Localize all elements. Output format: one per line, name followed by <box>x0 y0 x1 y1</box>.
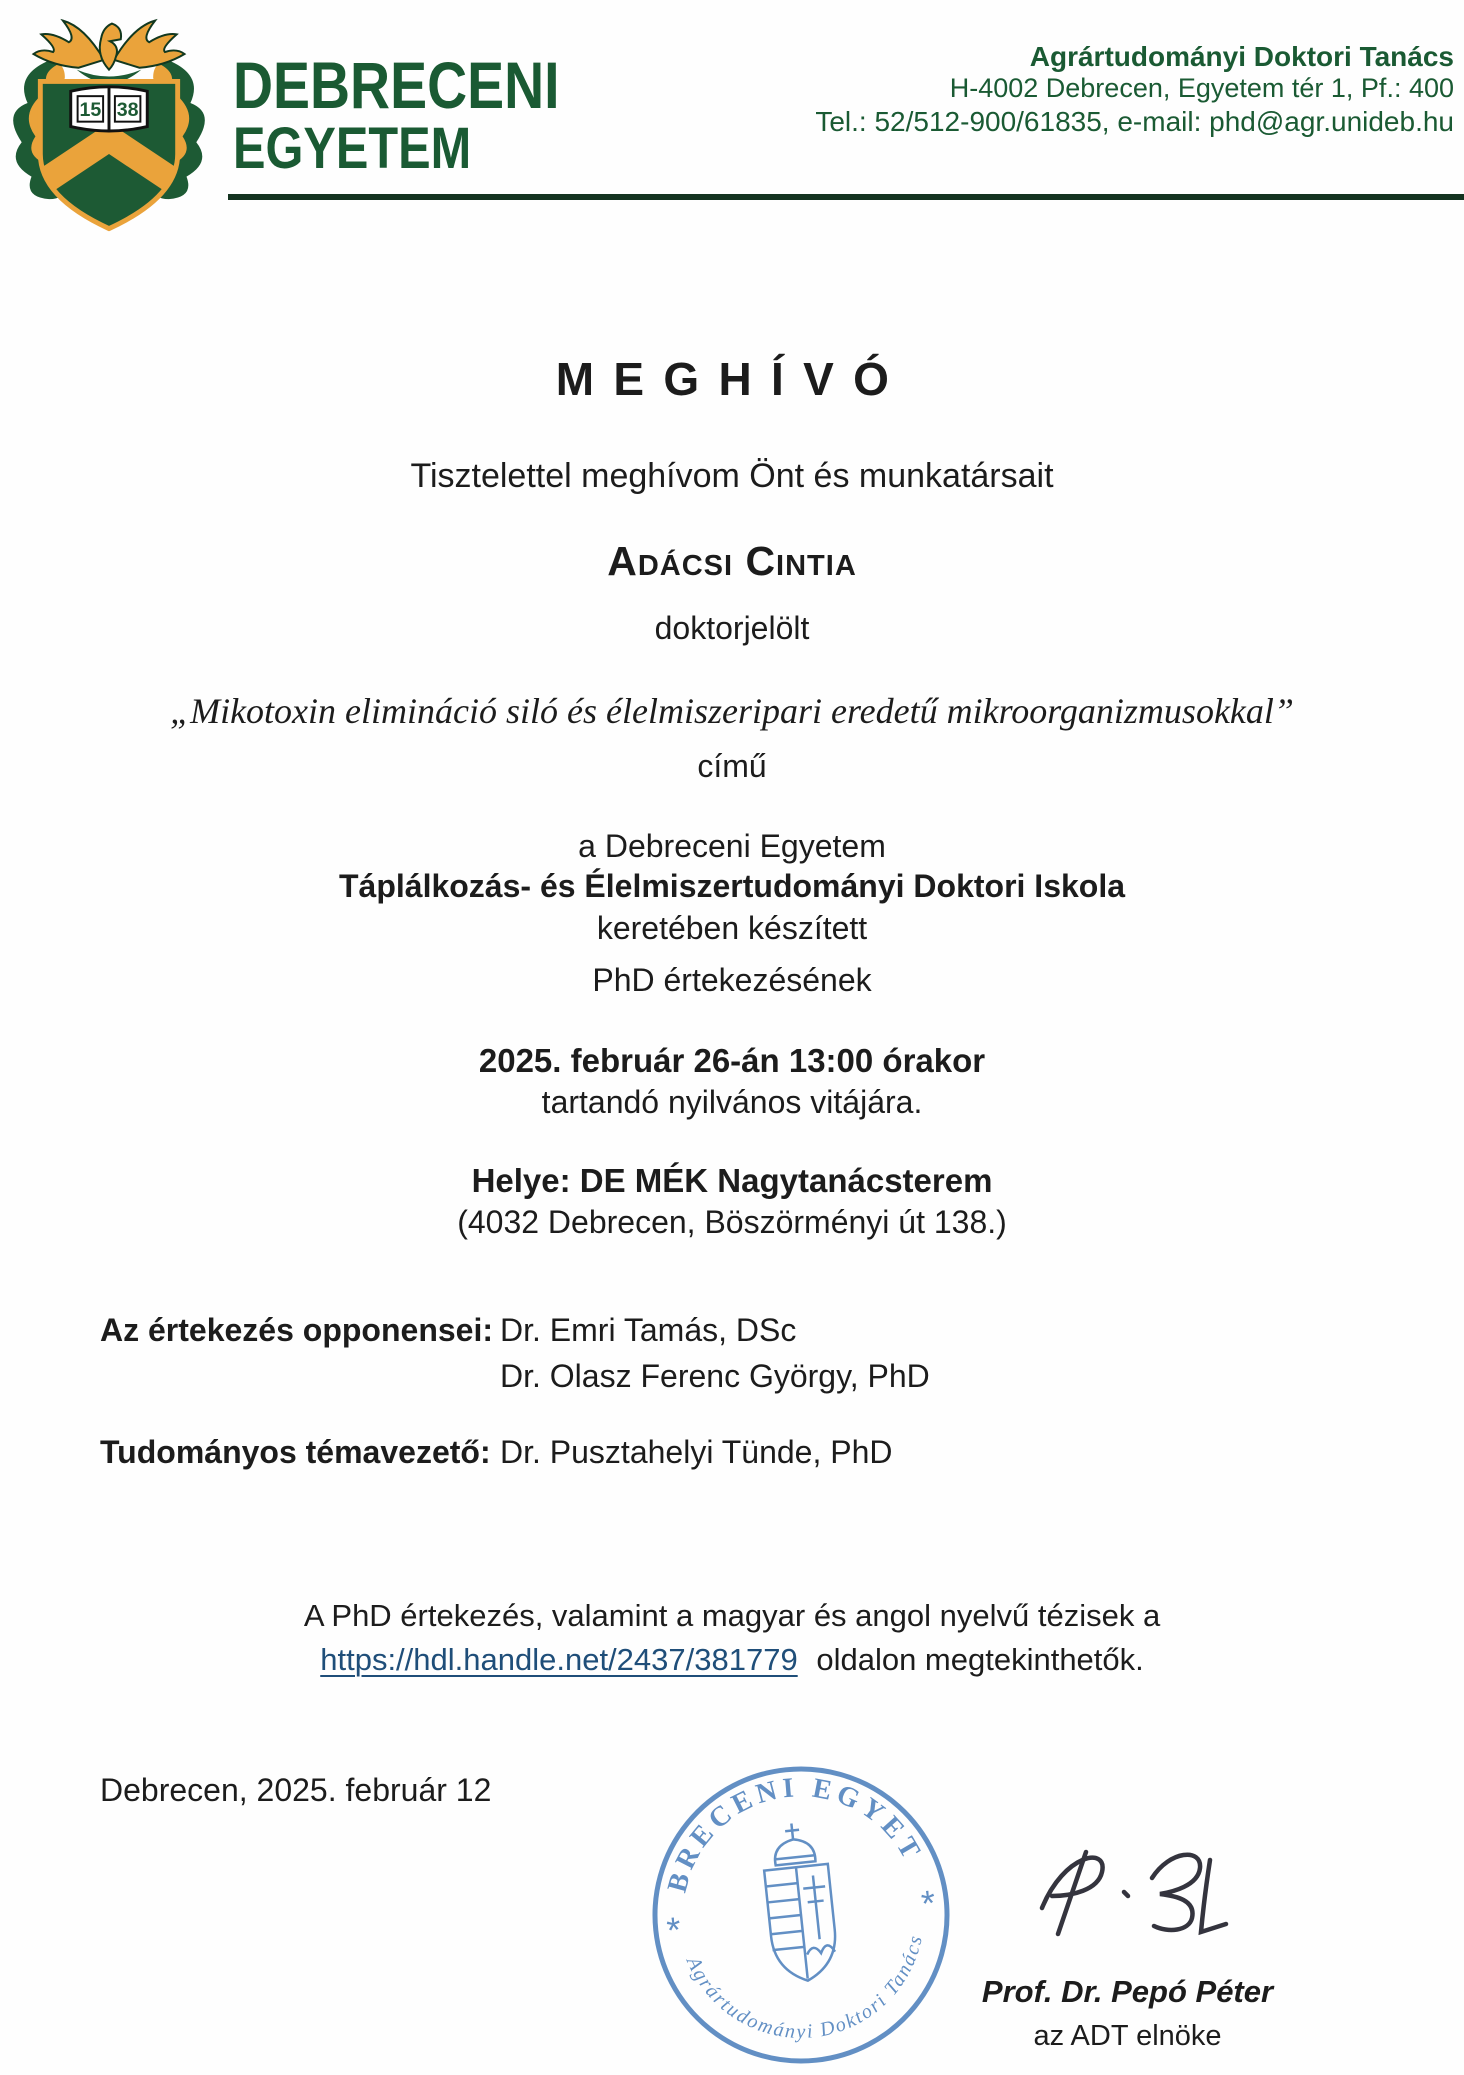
event-line: tartandó nyilvános vitájára. <box>541 1084 923 1120</box>
stamp-coat-of-arms-icon <box>760 1820 840 1984</box>
issue-date: Debrecen, 2025. február 12 <box>100 1772 492 1808</box>
page-title: MEGHÍVÓ <box>555 353 909 405</box>
stamp-arc-top-text: DEBRECENI EGYETEM <box>661 1772 929 1924</box>
stamp-arc-bottom-text: Agrártudományi Doktori Tanács <box>681 1932 928 2043</box>
candidate-name: Adácsi Cintia <box>607 538 857 584</box>
supervisor: Dr. Pusztahelyi Tünde, PhD <box>500 1434 893 1470</box>
thesis-title: „Mikotoxin elimináció siló és élelmiszeripari eredetű mikroorganizmusokkal” <box>170 691 1294 731</box>
header-divider <box>228 194 1464 200</box>
location-address: (4032 Debrecen, Böszörményi út 138.) <box>457 1204 1007 1240</box>
doctoral-school-name: Táplálkozás- és Élelmiszertudományi Doktori Iskola <box>338 868 1126 904</box>
university-name-line1: DEBRECENI <box>233 48 560 122</box>
official-stamp <box>648 1762 954 2068</box>
availability-line2 <box>0 1642 1464 1678</box>
opponent-2: Dr. Olasz Ferenc György, PhD <box>500 1358 930 1394</box>
signer-name: Prof. Dr. Pepó Péter <box>981 1974 1274 2009</box>
event-datetime: 2025. február 26-án 13:00 órakor <box>478 1042 986 1079</box>
candidate-role: doktorjelölt <box>654 610 810 646</box>
crest-year-left: 15 <box>79 98 102 121</box>
svg-text:DEBRECENI EGYETEM <box>651 1762 934 1936</box>
header-contact-block <box>815 40 1454 138</box>
availability-suffix: oldalon megtekinthetők. <box>816 1642 1144 1677</box>
stamp-star-left: * <box>664 1908 683 1951</box>
intro-line: Tisztelettel meghívom Önt és munkatársait <box>410 457 1054 495</box>
thesis-repository-link[interactable]: https://hdl.handle.net/2437/381779 <box>320 1642 798 1677</box>
opponents-label: Az értekezés opponensei: <box>100 1312 493 1348</box>
framework-line: keretében készített <box>596 910 868 946</box>
location-name: Helye: DE MÉK Nagytanácsterem <box>471 1162 993 1199</box>
opponent-1: Dr. Emri Tamás, DSc <box>500 1312 797 1348</box>
crest-year-right: 38 <box>116 98 139 121</box>
signer-role: az ADT elnöke <box>1033 2020 1222 2052</box>
crest-book-icon <box>71 86 148 131</box>
university-name-line2: EGYETEM <box>233 116 472 181</box>
university-crest-icon <box>6 4 212 256</box>
supervisor-label: Tudományos témavezető: <box>100 1434 491 1470</box>
university-intro-line: a Debreceni Egyetem <box>578 828 886 864</box>
stamp-star-right: * <box>919 1881 938 1925</box>
thesis-title-suffix: című <box>697 748 767 784</box>
council-name: Agrártudományi Doktori Tanács <box>1029 41 1454 72</box>
council-phone-email: Tel.: 52/512-900/61835, e-mail: phd@agr.unideb.hu <box>815 105 1454 137</box>
phd-line: PhD értekezésének <box>592 962 872 998</box>
council-address: H-4002 Debrecen, Egyetem tér 1, Pf.: 400 <box>949 73 1454 104</box>
signature-icon <box>1012 1836 1282 1961</box>
availability-line1: A PhD értekezés, valamint a magyar és angol nyelvű tézisek a <box>303 1598 1161 1633</box>
